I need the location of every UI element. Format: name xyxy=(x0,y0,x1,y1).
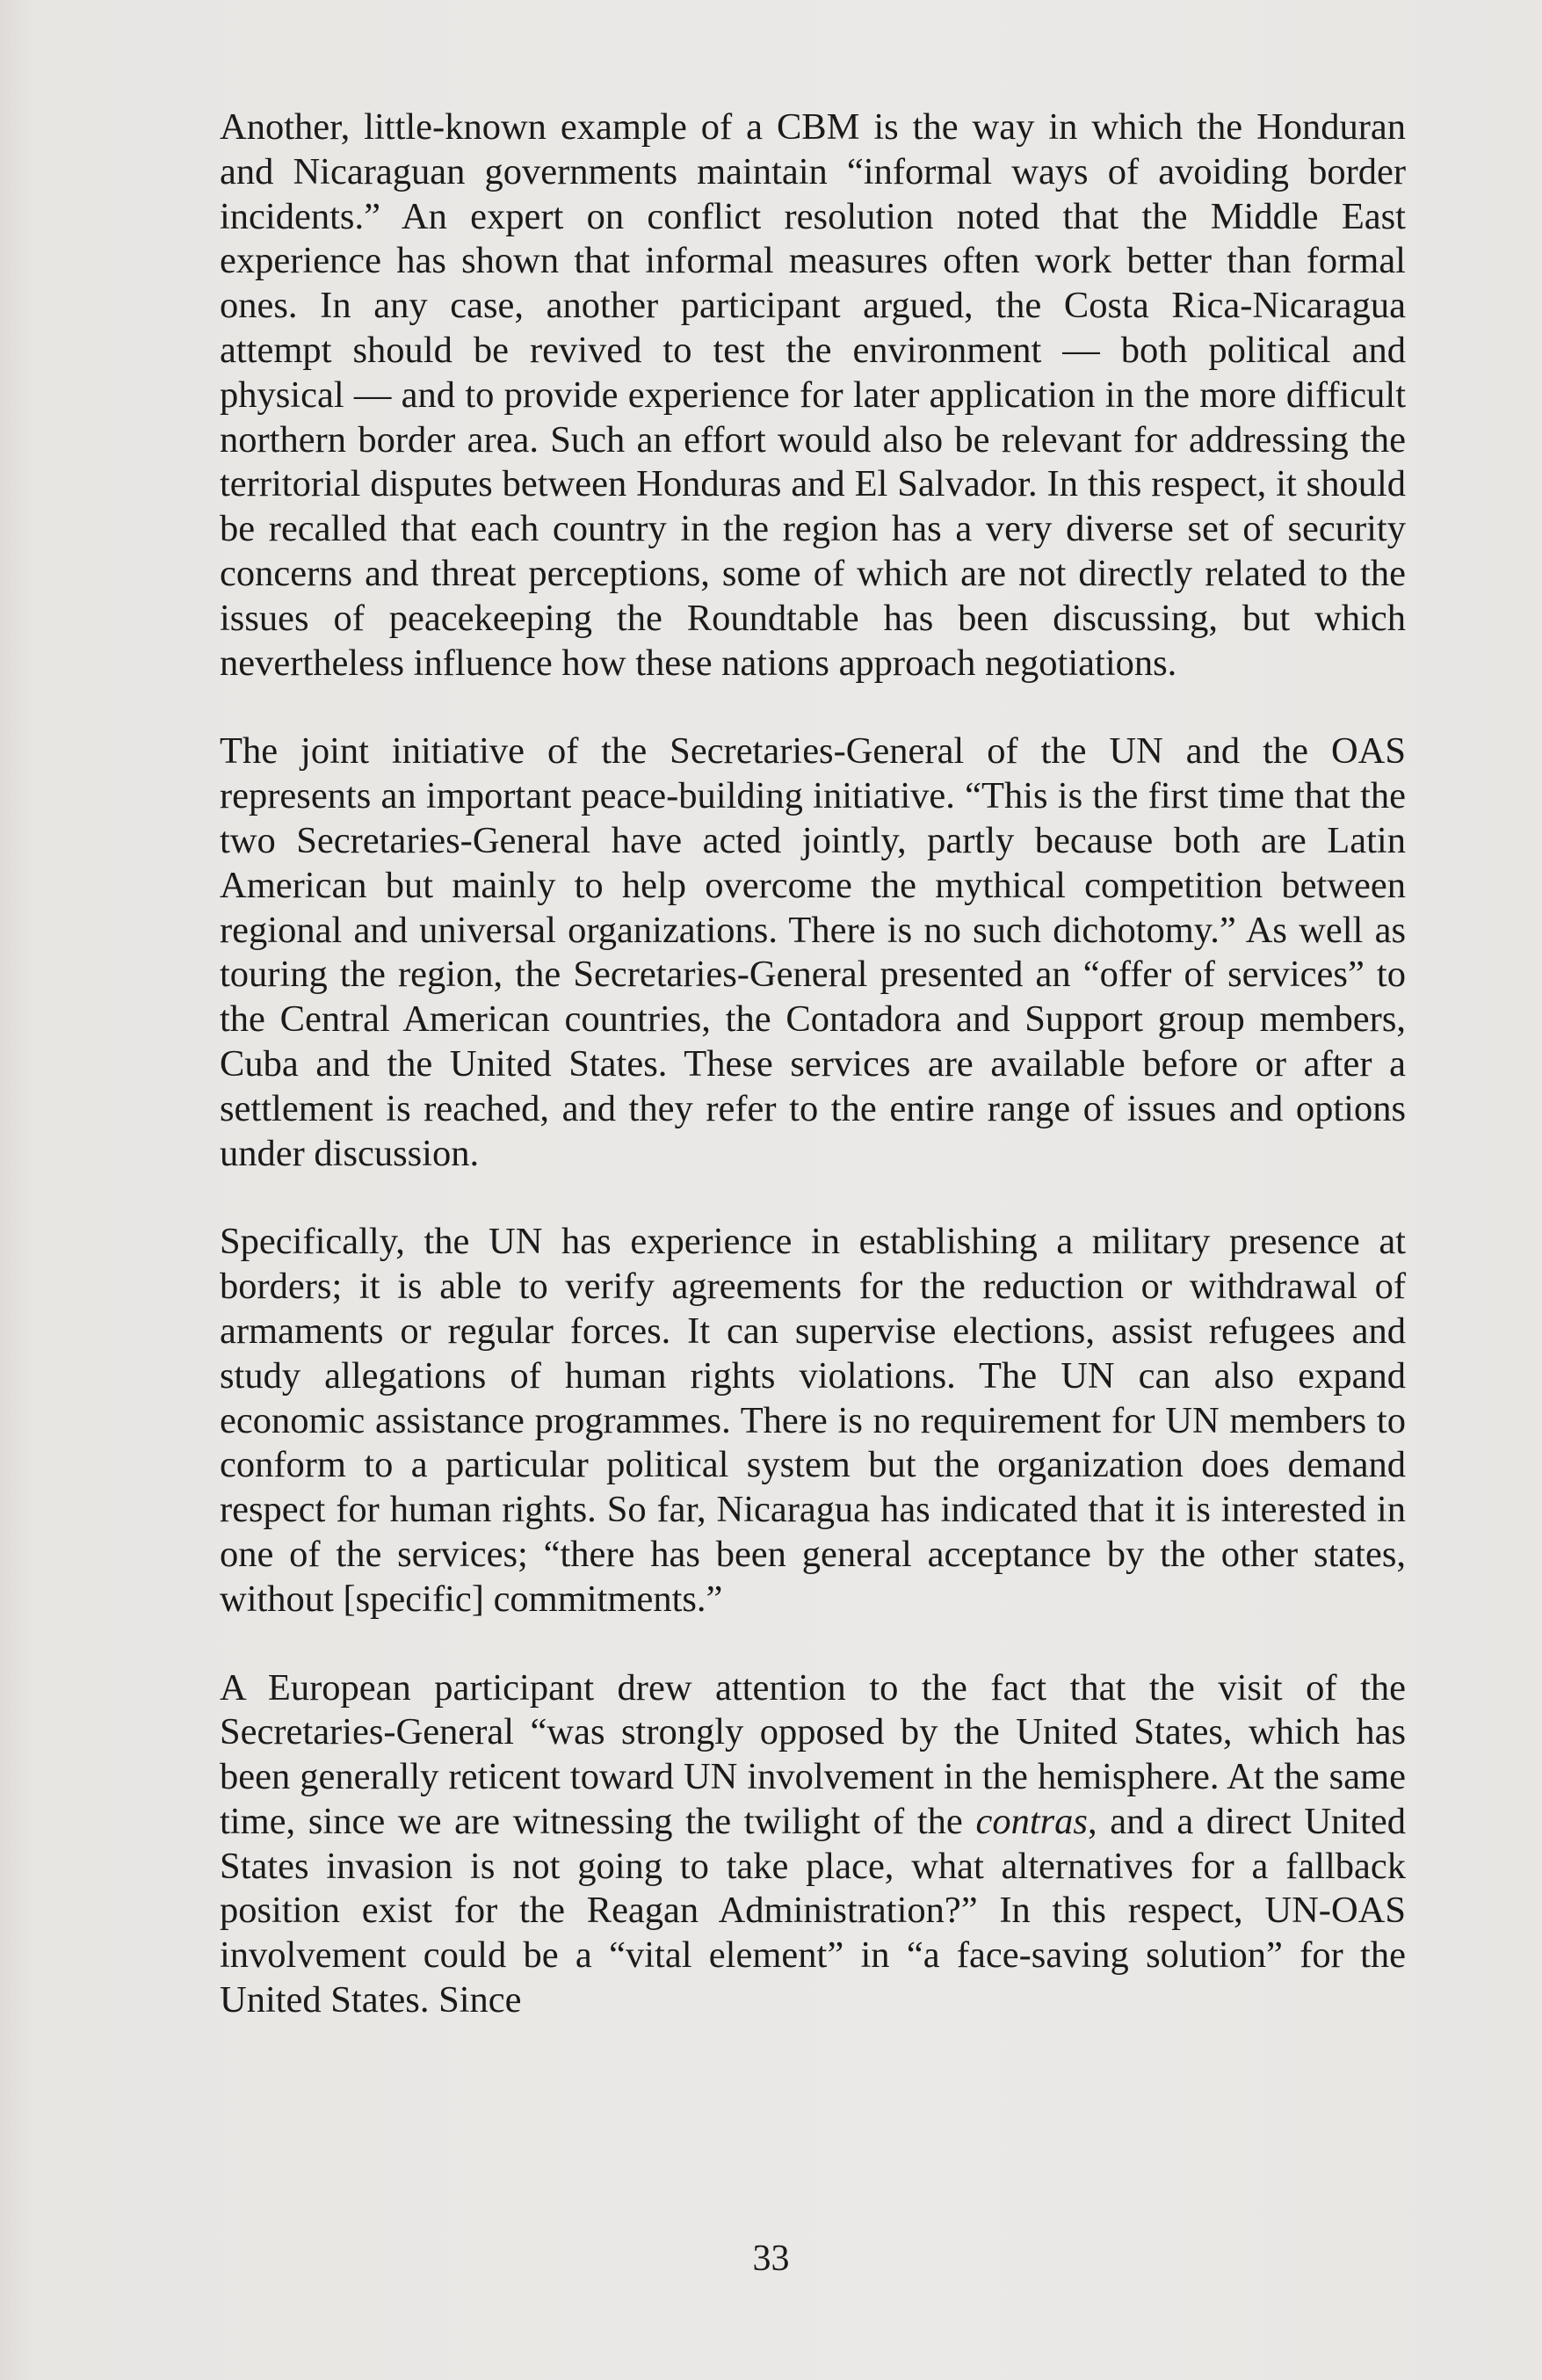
paragraph-un-services: Specifically, the UN has experience in establishing a military presence at borders; it is able to verify agreements for the reduction or withdrawal of armaments or regular forces. It can supervise elections, assist refugees and study allegations of human rights violations. The UN can also expand economic assistance programmes. There is no requirement for UN members to conform to a particular political system but the organization does demand respect for human rights. So far, Nicaragua has indicated that it is interested in one of the services; “there has been general acceptance by the other states, without [specific] commitments.” xyxy=(220,1221,1406,1620)
paragraph-cbm-informal-measures: Another, little-known example of a CBM is the way in which the Honduran and Nicaraguan governments maintain “informal ways of avoiding border incidents.” An expert on conflict resolution noted that the Middle East experience has shown that informal measures often work better than formal ones. In any case, another participant argued, the Costa Rica-Nicaragua attempt should be revived to test the environment — both political and physical — and to provide experience for later application in the more difficult northern border area. Such an effort would also be relevant for addressing the territorial disputes between Honduras and El Salvador. In this respect, it should be recalled that each country in the region has a very diverse set of security concerns and threat perceptions, some of which are not directly related to the issues of peacekeeping the Roundtable has been discussing, but which nevertheless influence how these nations approach negotiations. xyxy=(220,106,1406,684)
paragraph-text-segment: , and a direct United States invasion is not going to take place, what alternatives for a fallback position exist for the Reagan Administration?” In this respect, UN-OAS involvement could be a “vital element” in “a face-saving solution” for the United States. Since xyxy=(220,1800,1406,2021)
paragraph-joint-initiative: The joint initiative of the Secretaries-General of the UN and the OAS represents an important peace-building initiative. “This is the first time that the two Secretaries-General have acted jointly, partly because both are Latin American but mainly to help overcome the mythical competition between regional and universal organizations. There is no such dichotomy.” As well as touring the region, the Secretaries-General presented an “offer of services” to the Central American countries, the Contadora and Support group members, Cuba and the United States. These services are available before or after a settlement is reached, and they refer to the entire range of issues and options under discussion. xyxy=(220,730,1406,1174)
body-text xyxy=(220,105,1406,2067)
paragraph-text-segment: A European participant drew attention to the fact that the visit of the Secretaries-General “was strongly opposed by the United States, which has been generally reticent toward UN involvement in the hemisphere. At the same time, since we are witnessing the twilight of the xyxy=(220,1666,1406,1842)
paragraph-european-participant xyxy=(220,1666,1406,2023)
page-number: 33 xyxy=(752,2239,790,2279)
italic-term: contras xyxy=(975,1800,1088,1842)
